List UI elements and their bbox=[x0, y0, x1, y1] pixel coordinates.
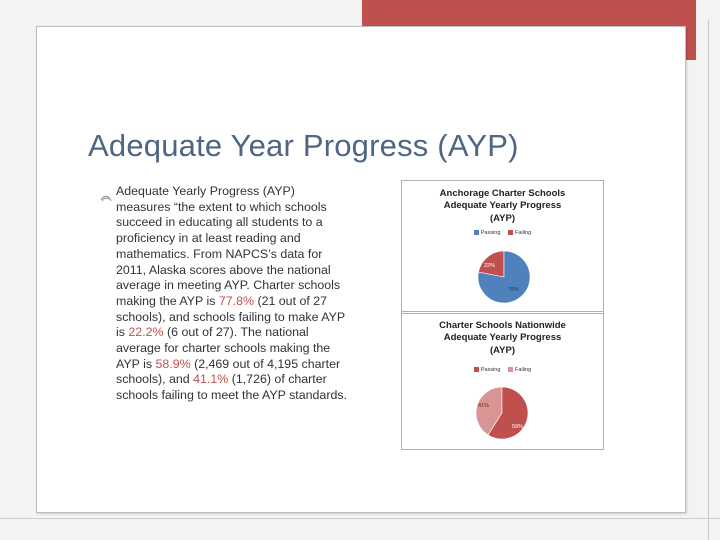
legend-item-passing bbox=[474, 230, 501, 236]
legend-item-passing bbox=[474, 367, 501, 373]
body-text-segment: Adequate Yearly Progress (AYP) measures “the extent to which schools succeed in educating all students to a proficiency in at least reading and mathematics. From NAPCS’s data for 2011, Alaska scores above the national average in meeting AYP. Charter schools making the AYP is bbox=[116, 184, 341, 308]
legend-swatch bbox=[508, 230, 513, 235]
pie-data-label: 41% bbox=[478, 403, 490, 409]
slide-title: Adequate Year Progress (AYP) bbox=[88, 128, 519, 163]
body-text-segment: (2,469 out of 4,195 charter schools), and bbox=[116, 356, 341, 387]
legend-swatch bbox=[474, 367, 479, 372]
chart-title-nationwide bbox=[402, 320, 603, 357]
highlight-value: 77.8% bbox=[218, 293, 254, 308]
body-text-segment: (1,726) of charter schools failing to meet the AYP standards. bbox=[116, 372, 347, 403]
chart-title-line: Adequate Yearly Progress bbox=[443, 332, 562, 344]
legend-item-failing bbox=[508, 367, 531, 373]
chart-legend-anchorage bbox=[402, 230, 603, 236]
pie-chart-anchorage bbox=[474, 247, 534, 307]
pie-data-label: 22% bbox=[484, 263, 496, 269]
pie-data-label: 78% bbox=[508, 287, 520, 293]
frame-line-right bbox=[708, 20, 709, 540]
chart-panel-nationwide bbox=[402, 313, 603, 449]
legend-label: Failing bbox=[514, 230, 532, 236]
chart-panel-anchorage bbox=[402, 181, 603, 312]
pie-data-label: 59% bbox=[512, 424, 524, 430]
legend-label: Passing bbox=[480, 230, 501, 236]
legend-swatch bbox=[508, 367, 513, 372]
chart-title-anchorage bbox=[402, 188, 603, 225]
chart-title-line: (AYP) bbox=[490, 212, 515, 224]
bullet-icon bbox=[100, 193, 112, 203]
legend-swatch bbox=[474, 230, 479, 235]
highlight-value: 41.1% bbox=[193, 372, 229, 387]
legend-label: Failing bbox=[514, 367, 532, 373]
highlight-value: 58.9% bbox=[155, 356, 191, 371]
chart-title-line: Adequate Yearly Progress bbox=[443, 200, 562, 212]
body-text-segment: (6 out of 27). The national average for charter schools making the AYP is bbox=[116, 325, 331, 371]
frame-line-bottom bbox=[0, 518, 720, 519]
chart-title-line: Charter Schools Nationwide bbox=[439, 320, 566, 331]
legend-item-failing bbox=[508, 230, 531, 236]
legend-label: Passing bbox=[480, 367, 501, 373]
chart-title-line: Anchorage Charter Schools bbox=[439, 188, 566, 199]
body-paragraph bbox=[116, 184, 348, 404]
highlight-value: 22.2% bbox=[128, 325, 164, 340]
chart-title-line: (AYP) bbox=[490, 344, 515, 356]
charts-box bbox=[401, 180, 604, 450]
chart-legend-nationwide bbox=[402, 367, 603, 373]
pie-chart-nationwide bbox=[472, 383, 532, 443]
body-text-segment: (21 out of 27 schools), and schools failing to make AYP is bbox=[116, 293, 345, 340]
